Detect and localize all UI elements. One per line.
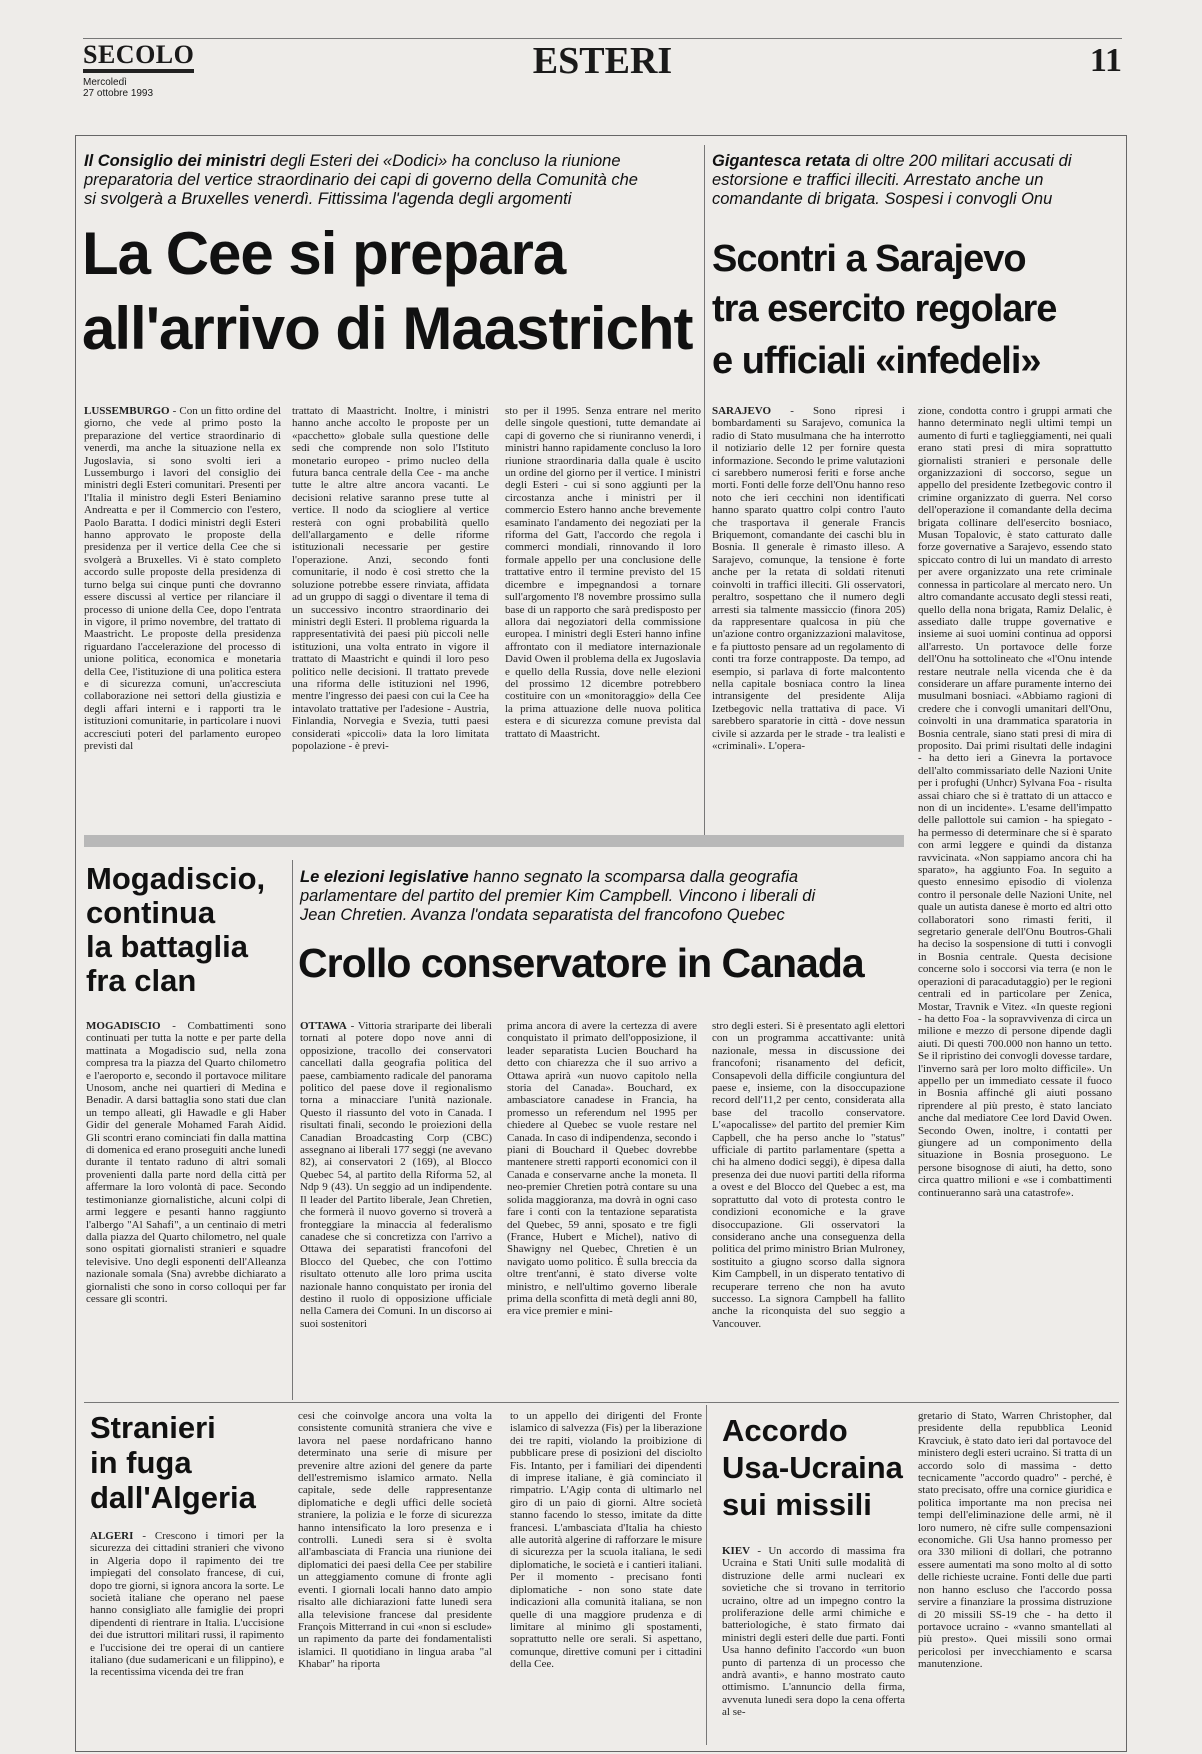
- cee-column-1: LUSSEMBURGO - Con un fitto ordine del giorno, che vede al primo posto la preparazione del vertice straordinario di venerdì, ma anche la situazione nella ex Jugoslavia, si sono svolti ieri a Lussemburgo i lavori del consiglio dei ministri degli Esteri comunitari. Presenti per l'Italia il ministro degli Esteri Beniamino Andreatta e per il Commercio con l'estero, Paolo Baratta. I dodici ministri degli Esteri hanno approvato le proposte della presidenza per il vertice della Cee che si svolgerà a Bruxelles. Vi è stato completo accordo sulle proposte della presidenza di turno belga sui cinque punti che dovranno essere discussi al vertice per rilanciare il processo di unione della Cee, dopo l'entrata in vigore, il primo novembre, del trattato di Maastricht. Le proposte della presidenza riguardano l'accelerazione del processo di unione politica, economica e monetaria della Cee, l'istituzione di una politica estera e di sicurezza comuni, un'accresciuta collaborazione nei settori della giustizia e degli affari interni e i rapporti tra le istituzioni comunitarie, in particolare i nuovi accresciuti poteri del parlamento europeo previsti dal: [84, 405, 281, 752]
- paper-name: SECOLO: [83, 41, 194, 73]
- sarajevo-headline-line2: tra esercito regolare: [712, 288, 1057, 330]
- column-divider: [704, 145, 705, 835]
- sarajevo-column-1: SARAJEVO - Sono ripresi i bombardamenti su Sarajevo, comunica la radio di Stato musulmana che ha interrotto il notiziario delle 12 per fornire questa informazione. Secondo le prime valutazioni ci sarebbero numerosi feriti e forse anche morti. Fonti delle forze dell'Onu hanno reso noto che ieri cecchini non identificati hanno sparato quattro colpi contro l'auto che trasportava il generale Francis Briquemont, comandante dei caschi blu in Bosnia. Il generale è rimasto illeso. A Sarajevo, comunque, la tensione è forte anche per la retata di soldati ritenuti coinvolti in traffici illeciti. Gli osservatori, peraltro, sospettano che il numero degli arresti sia talmente massiccio (finora 205) da rappresentare qualcosa in più che un'azione contro organizzazioni malavitose, e fa piuttosto pensare ad un regolamento di conti tra forze contrapposte. Da tempo, ad esempio, si parlava di forte malcontento nella capitale bosniaca contro la linea intransigente del presidente Alija Izetbegovic nella trattativa di pace. Vi sarebbero sparatorie in città - dove nessun civile si azzarda per le strade - tra lealisti e «criminali». L'opera-: [712, 405, 905, 752]
- sarajevo-column-2: zione, condotta contro i gruppi armati che hanno determinato negli ultimi tempi un aumento di furti e taglieggiamenti, nei quali erano stati presi di mira soprattutto giornalisti stranieri e personale delle organizzazioni di soccorso, segue un appello del presidente Izetbegovic contro il crimine organizzato di guerra. Nel corso dell'operazione il comandante della decima brigata collinare dell'esercito bosniaco, Musan Topalovic, è stato catturato dalle forze governative a Sarajevo, essendo stato spiccato contro di lui un mandato di arresto per avere organizzato una rete criminale connessa in particolare al mercato nero. Un altro comandante accusato degli stessi reati, quello della nona brigata, Ramiz Delalic, è assediato dalle truppe governative e insieme ai suoi uomini continua ad opporsi all'arresto. Un portavoce delle forze dell'Onu ha sottolineato che «l'Onu intende restare neutrale nella vicenda che è da considerare un affare puramente interno dei musulmani bosniaci. «Abbiamo ragioni di credere che i convogli umanitari dell'Onu, coinvolti in una drammatica sparatoria in Bosnia centrale, siano stati presi di mira di proposito. Dai primi risultati delle indagini - ha detto ieri a Ginevra la portavoce dell'alto commissariato delle Nazioni Unite per i profughi (Unhcr) Sylvana Foa - risulta assai chiaro che si è trattato di un attacco e non di un incidente». L'esame dell'impatto delle pallottole sui camion - ha spiegato - ha permesso di determinare che si è sparato con armi leggere e quindi da distanza ravvicinata. «Non sappiamo ancora chi ha sparato», ha aggiunto Foa. In seguito a questo ennesimo episodio di violenza contro il personale delle Nazioni Unite, nel quale un autista danese è morto ed altri otto collaboratori sono rimasti feriti, il segretario generale dell'Onu Boutros-Ghali ha deciso la sospensione di tutti i convogli in Bosnia centrale. Questa decisione concerne solo i soccorsi via terra (e non le operazioni di paracadutaggio) per le regioni centrali ed in particolare per Zenica, Mostar, Travnik e Vitez. «In queste regioni - ha detto Foa - la sopravvivenza di circa un milione e mezzo di persone dipende dagli aiuti. Di questi 700.000 non hanno un tetto. Se il ripristino dei convogli dovesse tardare, l'inverno sarà per loro molto difficile». Un appello per un immediato cessate il fuoco in Bosnia affinché gli aiuti possano riprendere al più presto, è stato lanciato anche dal mediatore Cee lord David Owen. Secondo Owen, inoltre, i contatti per giungere ad un componimento della situazione in Bosnia proseguono. Le persone bisognose di aiuti, ha detto, sono circa quattro milioni e «se i combattimenti continueranno sarà una catastrofe».: [918, 405, 1112, 1199]
- algeria-column-1: ALGERI - Crescono i timori per la sicurezza dei cittadini stranieri che vivono in Algeria dopo il rapimento dei tre impiegati del consolato francese, di cui, dopo tre giorni, si ignora ancora la sorte. Le società italiane che operano nel paese hanno consigliato alle famiglie dei propri dipendenti di rientrare in Italia. L'uccisione dei due istruttori militari russi, il rapimento e l'uccisione dei tre operai di un cantiere italiano (due sudamericani e un filippino), e la recentissima vicenda dei tre fran: [90, 1530, 284, 1679]
- sarajevo-headline-line1: Scontri a Sarajevo: [712, 238, 1026, 280]
- algeria-headline: Stranieri in fuga dall'Algeria: [90, 1410, 256, 1515]
- canada-headline: Crollo conservatore in Canada: [298, 940, 864, 986]
- cee-kicker: Il Consiglio dei ministri degli Esteri dei «Dodici» ha concluso la riunione preparatoria del vertice straordinario dei capi di governo della Comunità che si svolgerà a Bruxelles venerdì. Fittissima l'agenda degli argomenti: [84, 152, 638, 208]
- cee-column-2: trattato di Maastricht. Inoltre, i ministri hanno anche accolto le proposte per un «pacchetto» globale sulla questione delle sedi che comprende non solo l'Istituto monetario europeo - primo nucleo della futura banca centrale della Cee - ma anche tutte le altre altre ancora vacanti. Le decisioni relative saranno prese tutte al vertice. Il nodo da sciogliere al vertice resterà con ogni probabilità quello dell'allargamento e delle riforme istituzionali necessarie per gestire l'operazione. Anzi, secondo fonti comunitarie, il nodo è così stretto che la soluzione potrebbe essere rinviata, affidata ad un gruppo di saggi o diventare il tema di un successivo incontro straordinario dei ministri degli Esteri. Il problema riguarda la rappresentatività dei paesi più piccoli nelle istituzioni, una volta entrato in vigore il trattato di Maastricht e quindi il loro peso politico nelle decisioni. Il trattato prevede una riforma delle istituzioni nel 1996, mentre l'ingresso dei paesi con cui la Cee ha intavolato trattative per l'adesione - Austria, Finlandia, Norvegia e Svezia, tutti paesi considerati «piccoli» data la loro limitata popolazione - è previ-: [292, 405, 489, 752]
- page-number: 11: [1089, 42, 1122, 79]
- cee-headline-line2: all'arrivo di Maastricht: [82, 295, 693, 362]
- column-divider: [292, 860, 293, 1400]
- algeria-column-3: to un appello dei dirigenti del Fronte islamico di salvezza (Fis) per la liberazione dei tre rapiti, violando la proibizione di pubblicare prese di posizioni del disciolto Fis. Intanto, per i familiari dei dipendenti di imprese italiane, è già cominciato il rimpatrio. L'Agip conta di ultimarlo nel giro di un paio di giorni. Altre società stanno facendo lo stesso, imitate da ditte francesi. L'ambasciata d'Italia ha chiesto alle autorità algerine di rafforzare le misure di sicurezza per la scuola italiana, le sedi diplomatiche, le società e i cantieri italiani. Per il momento - precisano fonti diplomatiche - non sono state date indicazioni alla comunità italiana, se non quelle di una maggiore prudenza e di limitare al minimo gli spostamenti, soprattutto nelle ore serali. Si aspettano, comunque, direttive comuni per i cittadini della Cee.: [510, 1410, 702, 1671]
- sarajevo-kicker: Gigantesca retata di oltre 200 militari accusati di estorsione e traffici illeciti. Arrestato anche un comandante di brigata. Sospesi i convogli Onu: [712, 152, 1072, 208]
- canada-column-2: prima ancora di avere la certezza di avere conquistato il primato dell'opposizione, il leader separatista Lucien Bouchard ha detto con chiarezza che il suo arrivo a Ottawa aprirà «un nuovo capitolo nella storia del Canada». Bouchard, ex ambasciatore canadese in Francia, ha promesso un referendum nel 1995 per chiedere al Quebec se vuole restare nel Canada. In caso di indipendenza, secondo i piani di Bouchard il Quebec dovrebbe mantenere stretti rapporti economici con il Canada e conservarne anche la moneta. Il neo-premier Chretien potrà contare su una solida maggioranza, ma dovrà in ogni caso fare i conti con la tentazione separatista del Quebec, 59 anni, sposato e tre figli (France, Hubert e Michel), nativo di Shawigny nel Quebec, Chretien è un navigato uomo politico. È sulla breccia da oltre trent'anni, è stato diverse volte ministro, e nell'ultimo governo liberale prima della sconfitta di metà degli anni 80, era vice premier e mini-: [507, 1020, 697, 1318]
- mogadiscio-headline: Mogadiscio, continua la battaglia fra clan: [86, 861, 266, 998]
- column-divider: [706, 1405, 707, 1745]
- mogadiscio-body: MOGADISCIO - Combattimenti sono continuati per tutta la notte e per parte della mattinata a Mogadiscio sud, nella zona compresa tra la piazza del Quarto chilometro e l'aeroporto e, secondo il portavoce militare Unosom, anche nei quartieri di Medina e Benadir. A darsi battaglia sono stati due clan un tempo alleati, gli Hawadle e gli Haber Gidir del generale Mohamed Farah Aidid. Gli scontri erano cominciati fin dalla mattina di domenica ed erano proseguiti anche lunedì durante il tentato raduno di altri somali provenienti dalla parte nord della città per affermare la loro volontà di pace. Secondo testimonianze giornalistiche, alcuni colpi di armi leggere e pesanti hanno raggiunto l'albergo "Al Sahafi", a un centinaio di metri dalla piazza del Quarto chilometro, nel quale sono ospitati giornalisti stranieri e squadre televisive. Uno degli esponenti dell'Alleanza nazionale somala (Sna) avrebbe dichiarato a giornalisti che sono in corso colloqui per far cessare gli scontri.: [86, 1020, 286, 1305]
- masthead: [83, 38, 1122, 109]
- canada-kicker: Le elezioni legislative hanno segnato la scomparsa dalla geografia parlamentare del partito del premier Kim Campbell. Vincono i liberali di Jean Chretien. Avanza l'ondata separatista del francofono Quebec: [300, 868, 816, 924]
- issue-date: Mercoledì 27 ottobre 1993: [83, 77, 154, 99]
- cee-column-3: sto per il 1995. Senza entrare nel merito delle singole questioni, tutte demandate ai capi di governo che si riuniranno venerdì, i ministri hanno rapidamente concluso la loro riunione straordinaria dalla quale è uscito un ordine del giorno per il vertice. I ministri degli Esteri - cui si sono aggiunti per la circostanza anche i ministri per il commercio Estero hanno anche brevemente esaminato l'andamento dei negoziati per la riforma del Gatt, l'accordo che regola i commerci mondiali, rinnovando il loro formale appello per una conclusione delle trattative entro il termine previsto del 15 dicembre e impegnandosi a tornare sull'argomento l'8 novembre prossimo sulla base di un rapporto che sarà predisposto per allora dai negoziatori della commissione europea. I ministri degli Esteri hanno infine affrontato con il mediatore internazionale David Owen il problema della ex Jugoslavia e quello della Russia, dove nelle elezioni del prossimo 12 dicembre potrebbero costituire con un «monitoraggio» della Cee la prima attuazione delle nuova politica estera e di sicurezza comune prevista dal trattato di Maastricht.: [505, 405, 701, 740]
- algeria-column-2: cesi che coinvolge ancora una volta la consistente comunità straniera che vive e lavora nel paese nordafricano hanno determinato una serie di misure per prevenire altre azioni del genere da parte dell'estremismo islamico armato. Nella capitale, sede delle rappresentanze diplomatiche e degli uffici delle società straniere, la polizia e le forze di sicurezza hanno intensificato la loro presenza e i controlli. Lunedì sera si è svolta all'ambasciata di Francia una riunione dei diplomatici dei paesi della Cee per stabilire un atteggiamento comune di fronte agli eventi. I giornali locali hanno dato ampio risalto alle dichiarazioni fatte lunedì sera alla televisione francese dal presidente François Mitterrand in cui «non si esclude» un rapimento da parte dei fondamentalisti islamici. Il quotidiano in lingua araba "al Khabar" ha riporta: [298, 1410, 492, 1671]
- canada-column-1: OTTAWA - Vittoria strariparte dei liberali tornati al potere dopo nove anni di opposizione, tracollo dei conservatori cancellati dalla geografia politica del paese, cambiamento radicale del panorama politico del paese dove il regionalismo torna a minacciare l'unità nazionale. Questo il riassunto del voto in Canada. I risultati finali, secondo le proiezioni della Canadian Broadcasting Corp (CBC) assegnano ai liberali 177 seggi (ne avevano 82), ai conservatori 2 (169), al Blocco Quebec 54, al partito della Riforma 52, al Ndp 9 (43). Un seggio ad un indipendente. Il leader del Partito liberale, Jean Chretien, che formerà il nuovo governo si troverà a fronteggiare la minaccia al federalismo canadese che si concretizza con l'arrivo a Ottawa dei separatisti francofoni del Blocco del Quebec, che con l'ottimo risultato ottenuto alle loro prima uscita nazionale hanno conquistato per ironia del destino il ruolo di opposizione ufficiale nella Camera dei Comuni. In un discorso ai suoi sostenitori: [300, 1020, 492, 1330]
- ucraina-column-2: gretario di Stato, Warren Christopher, dal presidente della repubblica Leonid Kravciuk, è stato dato ieri dal portavoce del ministero degli esteri ucraino. Si tratta di un accordo solo di massima - detto tecnicamente "accordo quadro" - perché, è stato precisato, offre una cornice giuridica e politica importante ma non precisa nei tempi dell'eliminazione delle armi, nè il loro numero, nè cifre sulle compensazioni economiche. Gli Usa hanno promesso per ora 330 milioni di dollari, che potranno essere aumentati ma sono molto al di sotto delle richieste ucraine. Fonti delle due parti non hanno escluso che l'accordo possa servire a finanziare la prossima distruzione di 20 missili SS-19 che - ha detto il portavoce ucraino - «vanno smantellati al più presto». Quei missili sono ormai pericolosi per invecchiamento e scarsa manutenzione.: [918, 1410, 1112, 1671]
- sarajevo-headline-line3: e ufficiali «infedeli»: [712, 340, 1041, 382]
- section-title: ESTERI: [532, 40, 673, 82]
- canada-column-3: stro degli esteri. Si è presentato agli elettori con un programma accattivante: unità nazionale, messa in discussione dei francofoni; risanamento del deficit, Consapevoli della difficile congiuntura del paese e, insieme, con la disoccupazione record dell'11,2 per cento, considerata alla base del tracollo conservatore. L'«apocalisse» del partito del premier Kim Capbell, che ha perso anche lo "status" ufficiale di partito parlamentare (spetta a chi ha almeno dodici seggi), è dipesa dalla presenza dei due nuovi partiti della riforma a ovest e del Blocco del Quebec a est, ma soprattutto dal voto di protesta contro le condizioni economiche e la grave disoccupazione. Gli osservatori la considerano anche una conseguenza della politica del primo ministro Brian Mulroney, sostituito a giugno scorso dalla signora Kim Campbell, in un disperato tentativo di recuperare terreno che non ha avuto successo. La signora Campbell ha fallito anche la riconquista del suo seggio a Vancouver.: [712, 1020, 905, 1330]
- ucraina-headline: Accordo Usa-Ucraina sui missili: [722, 1413, 903, 1522]
- ucraina-column-1: KIEV - Un accordo di massima fra Ucraina e Stati Uniti sulle modalità di distruzione delle armi nucleari ex sovietiche che si trovano in territorio ucraino, oltre ad un impegno contro la proliferazione delle armi chimiche e batteriologiche, è stato firmato dai ministri degli esteri delle due parti. Fonti Usa hanno definito l'accordo «un buon punto di partenza di un processo che andrà avanti», e hanno mostrato cauto ottimismo. L'annuncio della firma, avvenuta lunedì sera dopo la cena offerta al se-: [722, 1545, 905, 1719]
- section-band: [84, 835, 904, 847]
- cee-headline-line1: La Cee si prepara: [82, 220, 566, 287]
- section-divider: [84, 1402, 1119, 1403]
